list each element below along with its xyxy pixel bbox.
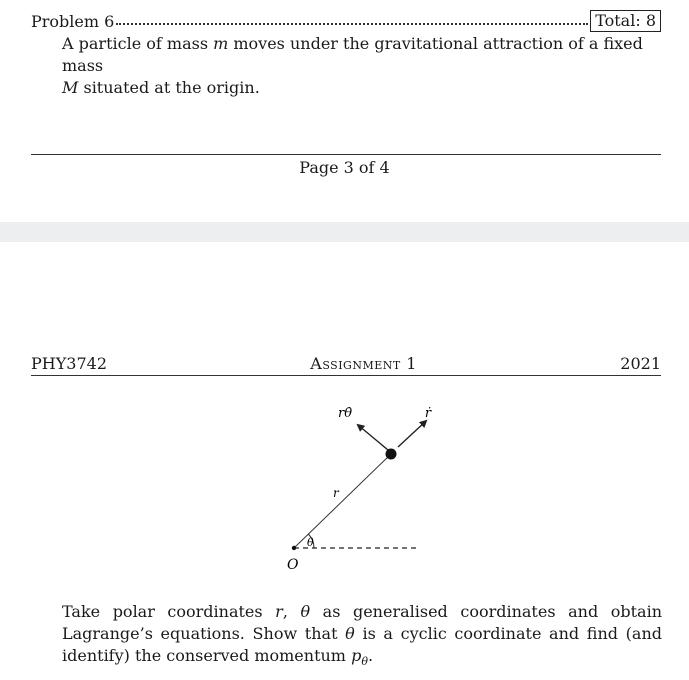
course-code: PHY3742 xyxy=(31,353,107,373)
radius-line xyxy=(294,454,391,548)
variable-theta: θ xyxy=(345,624,355,643)
r-theta-dot-arrow xyxy=(358,425,388,450)
question-text-part: Take polar coordinates xyxy=(62,602,276,621)
page-number: Page 3 of 4 xyxy=(299,158,390,177)
label-r-dot: ṙ xyxy=(424,406,432,421)
variable-theta: θ xyxy=(300,602,311,621)
previous-page-bottom xyxy=(0,0,689,222)
label-r: r xyxy=(333,486,339,500)
problem-line-2 xyxy=(62,77,662,99)
dot-leader xyxy=(116,9,588,25)
variable-p: p xyxy=(351,646,362,665)
problem-text-part: situated at the origin. xyxy=(78,78,260,97)
mass-variable-m: m xyxy=(213,34,229,53)
page-separator xyxy=(0,222,689,242)
label-origin: O xyxy=(287,557,299,573)
assignment-title: Assignment 1 xyxy=(310,353,417,373)
question-text-part: , xyxy=(282,602,301,621)
label-r-theta-dot: rθ̇ xyxy=(338,406,353,421)
question-text-part: . xyxy=(367,646,374,665)
problem-text-part: moves under the gravitational attraction of a fixed mass xyxy=(62,34,643,75)
polar-coordinate-diagram xyxy=(270,395,430,575)
running-header xyxy=(31,352,661,374)
mass-variable-M: M xyxy=(62,78,79,97)
problem-header xyxy=(31,9,661,33)
question-text-part: as generalised coordinates and obtain Lagrange’s equations. Show that xyxy=(62,602,662,643)
total-marks-box: Total: 8 xyxy=(590,10,661,32)
header-rule xyxy=(31,375,661,376)
problem-statement xyxy=(62,33,662,99)
r-dot-arrow xyxy=(398,421,426,447)
question-text-part: is a cyclic coordinate and find (and identify) the conserved momentum xyxy=(62,624,662,665)
year: 2021 xyxy=(620,353,661,373)
problem-line-1 xyxy=(62,33,662,77)
origin-point xyxy=(292,546,296,550)
question-paragraph xyxy=(62,601,662,673)
question-text xyxy=(62,601,662,673)
particle-mass xyxy=(386,449,397,460)
variable-r: r xyxy=(275,602,283,621)
subscript-theta: θ xyxy=(361,655,368,669)
problem-text-part: A particle of mass xyxy=(62,34,214,53)
footer-rule xyxy=(31,154,661,155)
label-theta: θ xyxy=(307,536,314,549)
problem-label: Problem 6 xyxy=(31,11,115,31)
